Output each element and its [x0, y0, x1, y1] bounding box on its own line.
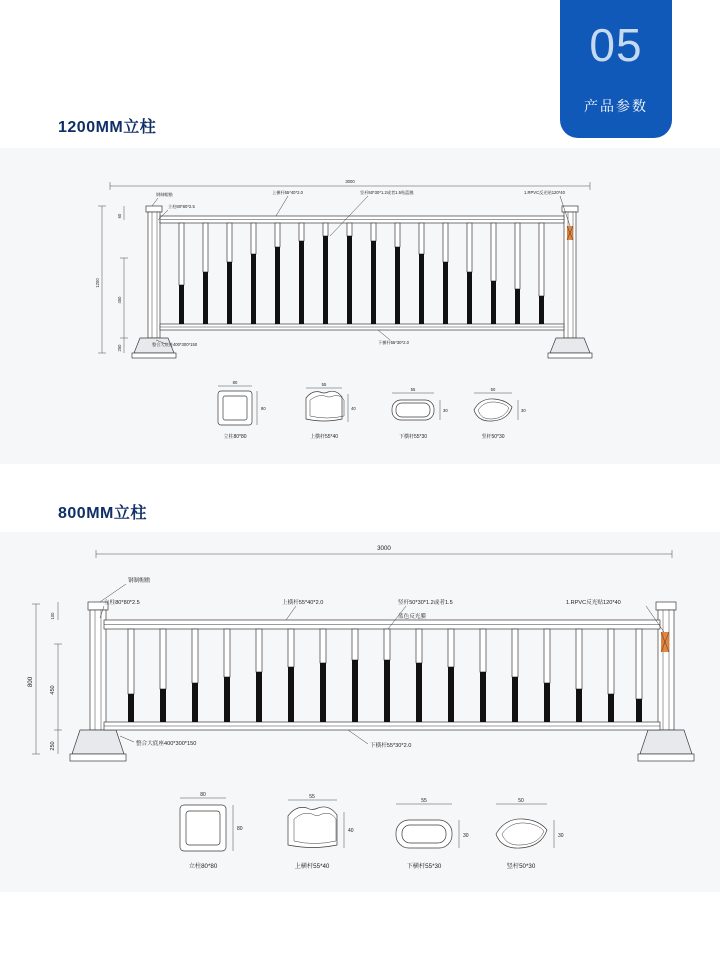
profile-800-square [180, 792, 243, 870]
profile-800-top-rail [288, 794, 354, 870]
section-badge [560, 0, 672, 138]
profile-800-2-caption: 下横杆55*30 [406, 863, 442, 870]
anno-800-4: 蓝色反光膜 [398, 614, 426, 620]
profile-1200-3-caption: 竖杆50*30 [481, 434, 505, 440]
dim-base-1200: 250 [117, 344, 122, 352]
section-title-800: 800MM立柱 [58, 505, 147, 522]
profile-1200-3-w: 50 [490, 387, 496, 392]
badge-subtitle: 产品参数 [584, 98, 648, 114]
profile-1200-bottom-rail [392, 387, 448, 440]
vertical-bars-1200 [179, 223, 544, 324]
profile-800-2-w: 55 [421, 798, 427, 804]
dim-total-width-800: 3000 [377, 545, 391, 552]
anno-800-5: 1.RPVC反光贴120*40 [566, 600, 621, 606]
profile-1200-1-w: 55 [321, 382, 327, 387]
anno-800-0: 钢制帽檐 [128, 578, 151, 584]
badge-number: 05 [589, 19, 643, 71]
drawing-panel-1200 [0, 148, 720, 464]
profile-1200-2-w: 55 [410, 387, 416, 392]
profile-1200-top-rail [306, 382, 356, 440]
railing-drawing-1200 [0, 148, 720, 464]
dim-base-800: 250 [50, 741, 56, 751]
profile-800-vertical-bar [496, 798, 564, 870]
profile-800-1-h: 40 [348, 828, 354, 834]
profile-1200-0-h: 80 [261, 406, 266, 411]
profile-800-bottom-rail [396, 798, 469, 870]
anno-1200-1: 立柱80*80*2.5 [168, 204, 195, 209]
profile-800-0-caption: 立柱80*80 [188, 863, 218, 870]
profile-800-3-caption: 竖杆50*30 [506, 863, 536, 870]
profile-1200-0-caption: 立柱80*80 [223, 434, 247, 440]
dim-total-width-1200: 3000 [345, 179, 355, 184]
anno-1200-0: 钢制帽檐 [156, 192, 173, 197]
profile-1200-0-w: 80 [232, 380, 238, 385]
dim-top-800: 100 [50, 612, 55, 620]
profile-800-2-h: 30 [463, 833, 469, 839]
anno-800-7: 下横杆55*30*2.0 [370, 743, 412, 749]
anno-800-1: 立柱80*80*2.5 [104, 600, 140, 606]
anno-1200-4: 1.RPVC反光贴120*40 [524, 190, 565, 195]
profile-1200-2-h: 30 [443, 408, 448, 413]
profile-800-3-h: 30 [558, 833, 564, 839]
profile-800-1-w: 55 [309, 794, 315, 800]
profile-800-1-caption: 上横杆55*40 [294, 863, 330, 870]
vertical-bars-800 [128, 629, 642, 722]
profile-800-3-w: 50 [518, 798, 524, 804]
profile-1200-1-caption: 上横杆55*40 [309, 434, 339, 440]
anno-800-2: 上横杆55*40*2.0 [282, 600, 324, 606]
section-title-1200: 1200MM立柱 [58, 119, 157, 136]
profile-1200-square [218, 380, 266, 440]
dim-height-800: 800 [27, 676, 34, 688]
drawing-panel-800 [0, 532, 720, 892]
anno-1200-3: 竖杆50*30*1.2或者1.5贴蓝膜 [360, 190, 414, 195]
anno-1200-5: 整合大底座400*300*150 [152, 342, 198, 347]
profile-800-0-h: 80 [237, 826, 243, 832]
profile-1200-3-h: 30 [521, 408, 526, 413]
profile-1200-vertical-bar [474, 387, 526, 440]
dim-mid-1200: 450 [117, 296, 122, 304]
dim-height-1200: 1200 [95, 278, 100, 288]
profile-1200-1-h: 40 [351, 406, 356, 411]
railing-drawing-800 [0, 532, 720, 892]
profile-1200-2-caption: 下横杆55*30 [398, 434, 428, 440]
dim-mid-800: 450 [50, 685, 56, 695]
profile-800-0-w: 80 [200, 792, 206, 798]
anno-1200-2: 上横杆55*40*2.0 [272, 190, 303, 195]
dim-top-1200: 60 [117, 213, 122, 219]
anno-800-3: 竖杆50*30*1.2或者1.5 [398, 600, 453, 606]
anno-800-6: 整合大底座400*300*150 [136, 741, 197, 747]
anno-1200-6: 下横杆55*30*2.0 [378, 340, 409, 345]
